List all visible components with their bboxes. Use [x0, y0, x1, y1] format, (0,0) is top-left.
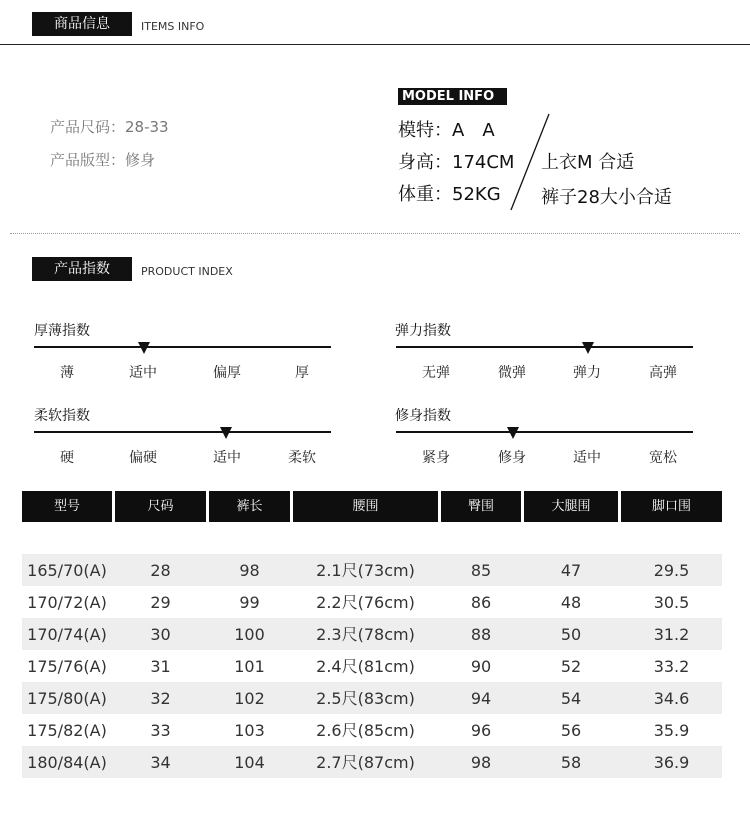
cell-hem: 34.6 [653, 689, 690, 708]
thickness-label-2: 适中 [129, 365, 157, 381]
cell-waist: 2.4尺(81cm) [316, 657, 415, 676]
table-row [22, 554, 722, 586]
cell-model: 175/76(A) [27, 657, 107, 676]
cell-hip: 88 [470, 625, 492, 644]
fit-index-marker [507, 427, 519, 439]
cell-length: 98 [239, 561, 260, 580]
cell-hem: 35.9 [653, 721, 690, 740]
cell-hem: 33.2 [653, 657, 690, 676]
cell-model: 170/74(A) [27, 625, 107, 644]
thickness-index-marker [138, 342, 150, 354]
thickness-label-3: 偏厚 [213, 365, 241, 381]
cell-length: 104 [234, 753, 265, 772]
softness-label-2: 偏硬 [129, 450, 157, 466]
header-size: 尺码 [115, 491, 206, 522]
cell-length: 101 [234, 657, 265, 676]
model-top-fit: 上衣M 合适 [541, 152, 635, 173]
cell-hem: 31.2 [653, 625, 690, 644]
model-pants-fit: 裤子28大小合适 [541, 187, 672, 208]
size-table-header [22, 491, 722, 522]
table-row [22, 618, 722, 650]
cell-model: 175/80(A) [27, 689, 107, 708]
header-thigh: 大腿围 [524, 491, 618, 522]
cell-hem: 36.9 [653, 753, 690, 772]
cell-length: 103 [234, 721, 265, 740]
elasticity-index-marker [582, 342, 594, 354]
table-row [22, 586, 722, 618]
fit-label-1: 紧身 [422, 450, 450, 466]
fit-label-4: 宽松 [649, 450, 677, 466]
cell-length: 100 [234, 625, 265, 644]
fit-label-2: 修身 [498, 450, 526, 466]
fit-index-title: 修身指数 [395, 408, 451, 424]
elasticity-label-1: 无弹 [422, 365, 450, 381]
cell-hem: 30.5 [653, 593, 690, 612]
cell-hip: 90 [470, 657, 492, 676]
cell-thigh: 47 [560, 561, 582, 580]
thickness-label-1: 薄 [60, 365, 74, 381]
product-size: 产品尺码：28-33 [50, 118, 169, 136]
cell-thigh: 50 [560, 625, 582, 644]
cell-thigh: 48 [560, 593, 582, 612]
header-waist: 腰围 [293, 491, 438, 522]
model-height: 身高：174CM [398, 152, 515, 173]
items-info-divider [0, 44, 750, 45]
thickness-index-bar [34, 346, 331, 348]
cell-thigh: 58 [560, 753, 582, 772]
softness-index-bar [34, 431, 331, 433]
items-info-tag: 商品信息 [32, 12, 132, 36]
cell-hem: 29.5 [653, 561, 690, 580]
softness-label-1: 硬 [60, 450, 74, 466]
cell-size: 28 [150, 561, 171, 580]
cell-waist: 2.6尺(85cm) [316, 721, 415, 740]
model-name: 模特：A A [398, 120, 495, 141]
fit-index-bar [396, 431, 693, 433]
product-index-subtitle: PRODUCT INDEX [141, 265, 233, 278]
table-row [22, 714, 722, 746]
product-index-tag: 产品指数 [32, 257, 132, 281]
model-info-tag: MODEL INFO [398, 88, 507, 105]
elasticity-index-bar [396, 346, 693, 348]
table-row [22, 682, 722, 714]
product-fit: 产品版型：修身 [50, 151, 156, 169]
cell-waist: 2.3尺(78cm) [316, 625, 415, 644]
cell-model: 180/84(A) [27, 753, 107, 772]
cell-size: 29 [150, 593, 171, 612]
table-row [22, 746, 722, 778]
cell-size: 31 [150, 657, 171, 676]
elasticity-label-4: 高弹 [649, 365, 677, 381]
cell-waist: 2.5尺(83cm) [316, 689, 415, 708]
softness-index-marker [220, 427, 232, 439]
model-weight: 体重：52KG [398, 184, 501, 205]
elasticity-label-2: 微弹 [498, 365, 526, 381]
header-model: 型号 [22, 491, 112, 522]
cell-hip: 85 [470, 561, 492, 580]
header-length: 裤长 [209, 491, 290, 522]
cell-length: 102 [234, 689, 265, 708]
softness-label-3: 适中 [213, 450, 241, 466]
cell-waist: 2.1尺(73cm) [316, 561, 415, 580]
cell-thigh: 56 [560, 721, 582, 740]
thickness-index-title: 厚薄指数 [34, 323, 90, 339]
cell-thigh: 52 [560, 657, 582, 676]
cell-model: 175/82(A) [27, 721, 107, 740]
thickness-label-4: 厚 [295, 365, 309, 381]
cell-thigh: 54 [560, 689, 582, 708]
cell-hip: 86 [470, 593, 492, 612]
table-row [22, 650, 722, 682]
cell-hip: 94 [470, 689, 492, 708]
softness-label-4: 柔软 [288, 450, 316, 466]
header-hip: 臀围 [441, 491, 521, 522]
header-hem: 脚口围 [621, 491, 722, 522]
cell-model: 165/70(A) [27, 561, 107, 580]
softness-index-title: 柔软指数 [34, 408, 90, 424]
cell-size: 34 [150, 753, 171, 772]
cell-size: 30 [150, 625, 171, 644]
elasticity-label-3: 弹力 [573, 365, 601, 381]
section-divider [10, 233, 740, 234]
cell-hip: 96 [470, 721, 492, 740]
cell-hip: 98 [470, 753, 492, 772]
cell-waist: 2.2尺(76cm) [316, 593, 415, 612]
cell-size: 32 [150, 689, 171, 708]
cell-size: 33 [150, 721, 171, 740]
elasticity-index-title: 弹力指数 [395, 323, 451, 339]
cell-waist: 2.7尺(87cm) [316, 753, 415, 772]
fit-label-3: 适中 [573, 450, 601, 466]
items-info-subtitle: ITEMS INFO [141, 20, 205, 33]
cell-model: 170/72(A) [27, 593, 107, 612]
cell-length: 99 [239, 593, 260, 612]
